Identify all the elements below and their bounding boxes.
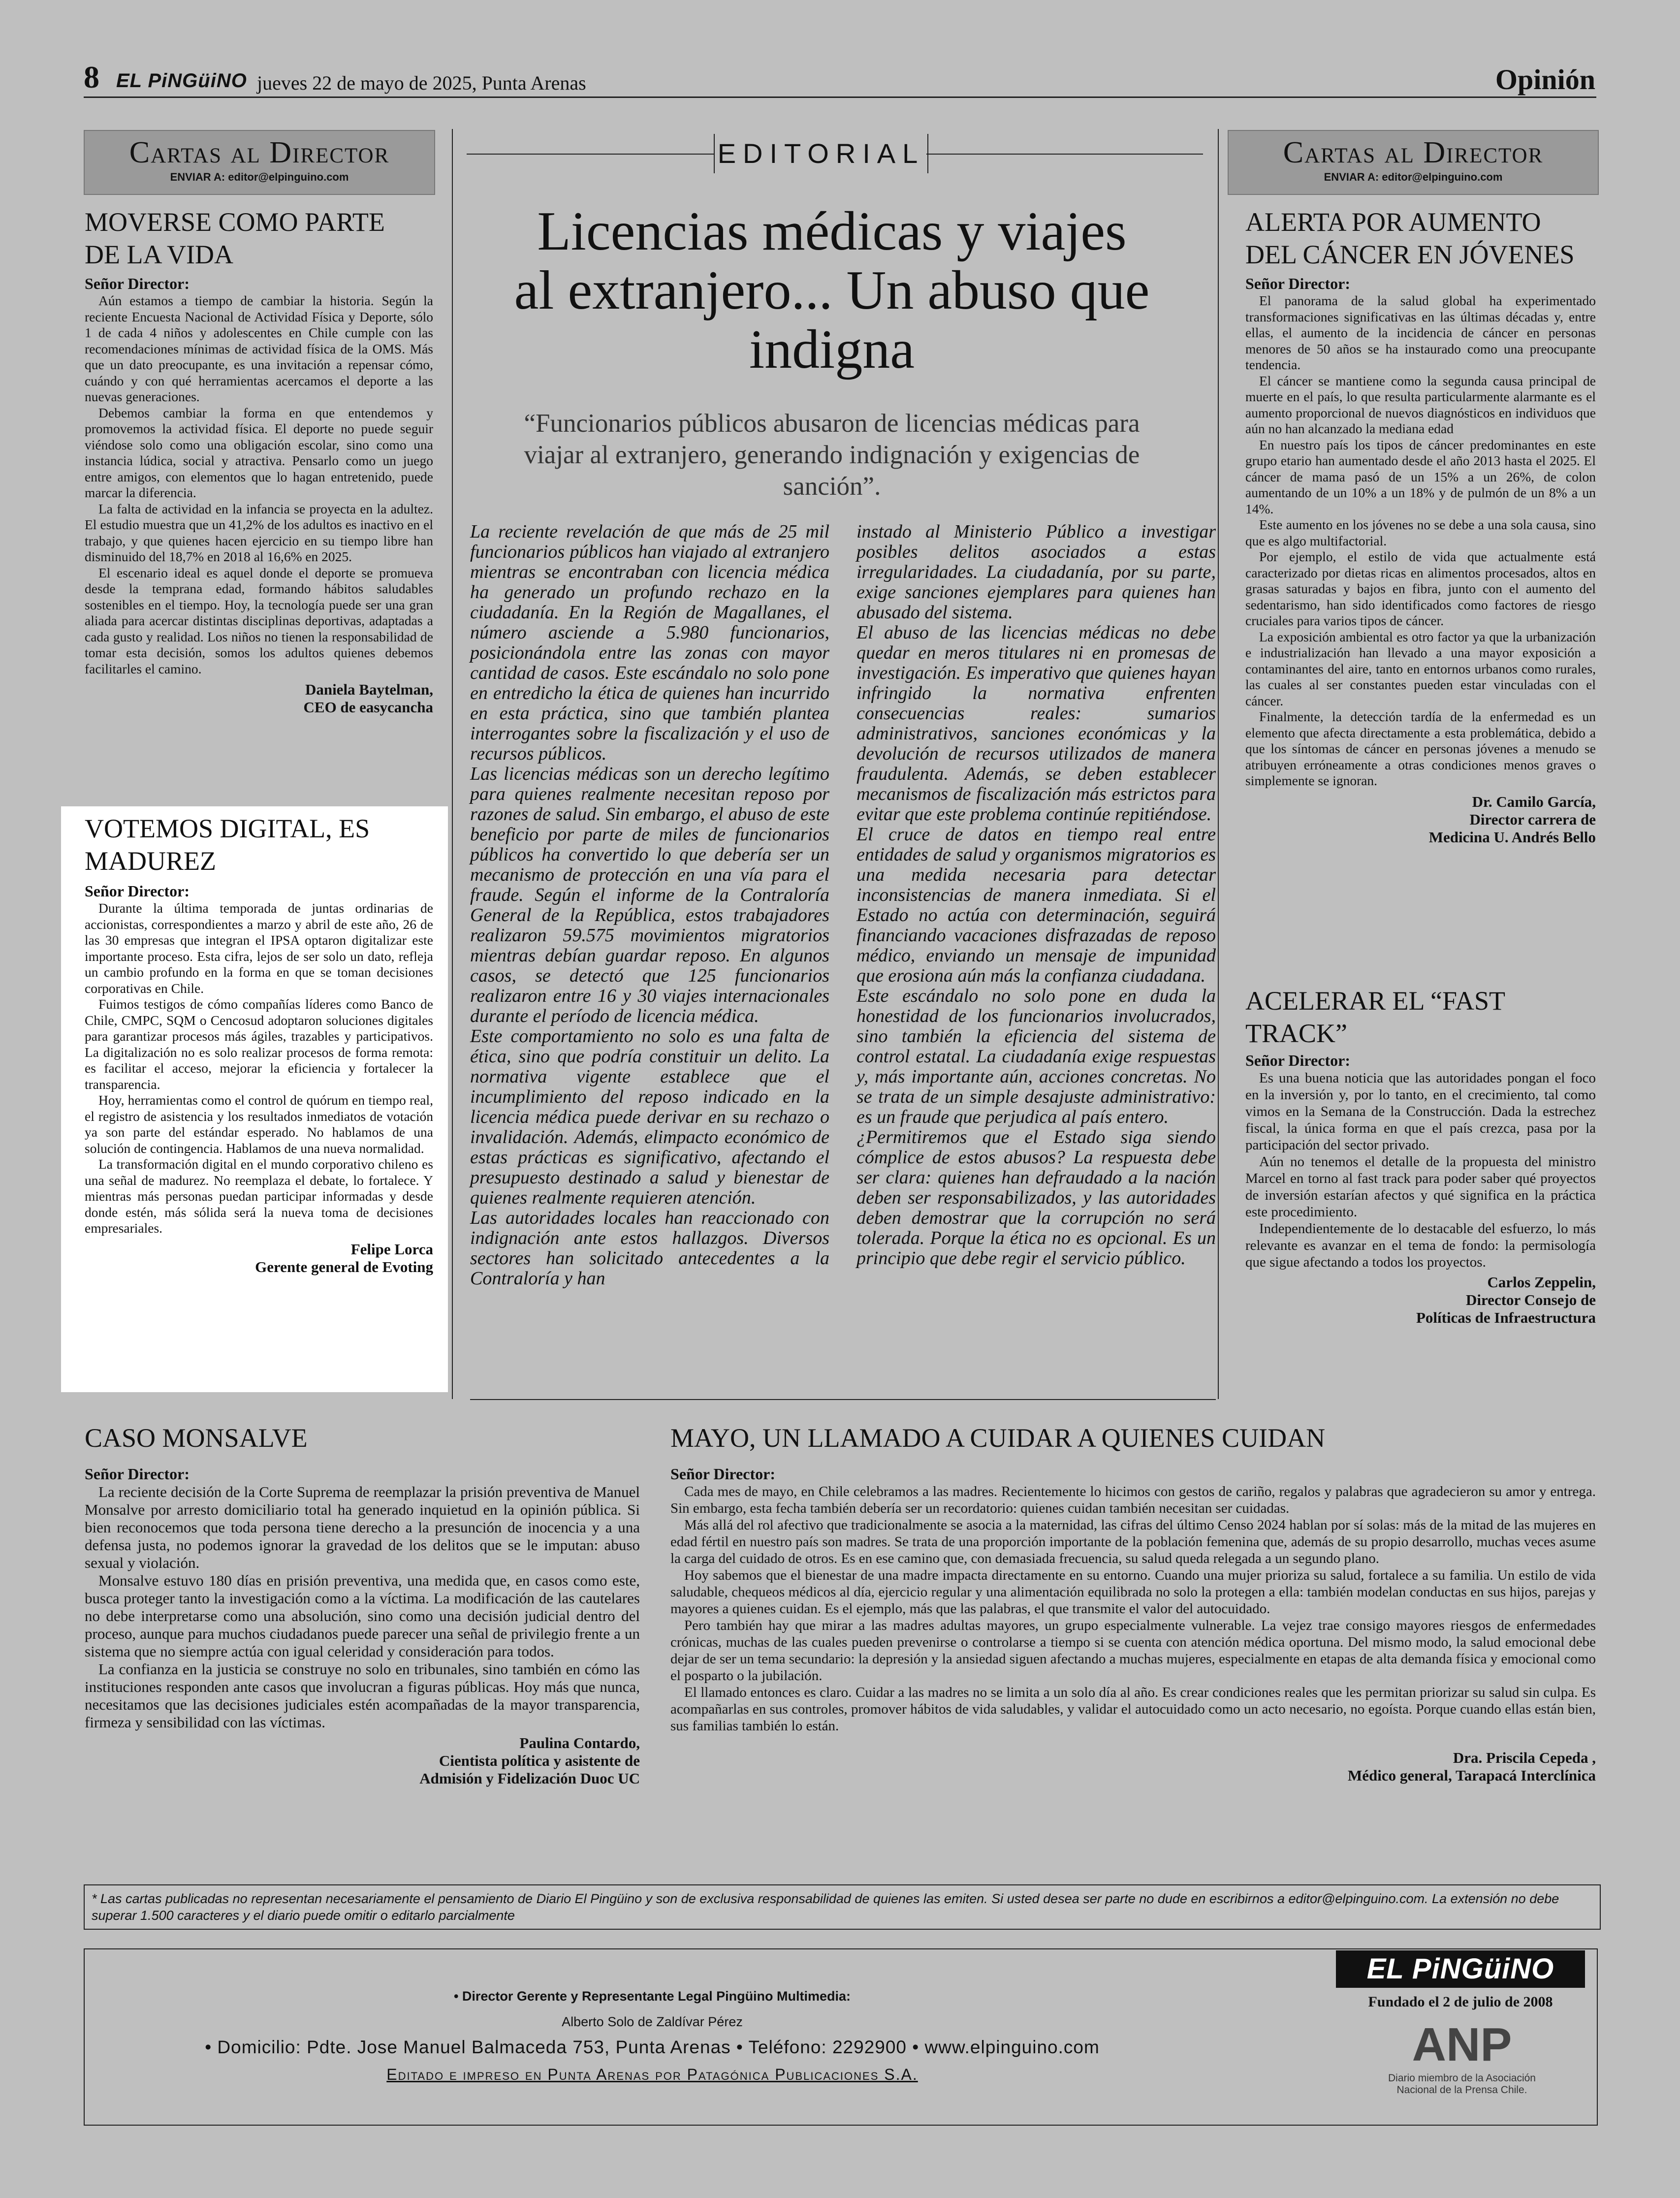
letter-body	[670, 1483, 1596, 1734]
letter-body	[85, 900, 433, 1237]
paragraph: La exposición ambiental es otro factor ya que la urbanización e industrialización han llevado a una mayor exposición a contaminantes del aire, tanto en entornos urbanos como rurales, las cuales al ser constantes pueden estar vinculadas con el cáncer.	[1245, 629, 1596, 708]
letter-salutation: Señor Director:	[1245, 1051, 1350, 1069]
paragraph: Pero también hay que mirar a las madres adultas mayores, un grupo especialmente vulnerable. La vejez trae consigo mayores riesgos de enfermedades crónicas, muchas de las cuales pueden prevenirse o controlarse a tiempo si se cuenta con atención médica oportuna. Del mismo modo, la salud emocional debe dejar de ser un tema secundario: la depresión y la ansiedad siguen afectando a muchas mujeres, especialmente en etapas de alta demanda física y emocional como el posparto o la jubilación.	[670, 1618, 1596, 1684]
paragraph: Este comportamiento no solo es una falta de ética, sino que podría constituir un delito. La normativa vigente establece que el incumplimiento del reposo indicado en la licencia médica puede derivar en su rechazo o invalidación. Además, elimpacto económico de estas prácticas es significativo, afectando el presupuesto destinado a salud y bienestar de quienes realmente requieren atención.	[470, 1026, 829, 1208]
paragraph: Independientemente de lo destacable del esfuerzo, lo más relevante es avanzar en el tema de fondo: la permisología que sigue afectando a todos los proyectos.	[1245, 1221, 1596, 1270]
paragraph: El escenario ideal es aquel donde el deporte se promueva desde la temprana edad, formando hábitos saludables sostenibles en el tiempo. Hoy, la tecnología puede ser una gran aliada para acercar distintas disciplinas deportivas, adaptadas a cada gusto y realidad. Los niños no tienen la responsabilidad de tomar esta decisión, somos los adultos quienes debemos facilitarles el camino.	[85, 565, 433, 676]
column-rule-right	[1218, 129, 1219, 1399]
letter-body	[85, 293, 433, 677]
section-title: Opinión	[1495, 64, 1595, 96]
paragraph: Durante la última temporada de juntas ordinarias de accionistas, correspondientes a marzo y abril de este año, 26 de las 30 empresas que integran el IPSA optaron digitalizar este importante proceso. Esta cifra, lejos de ser solo un dato, refleja un cambio profundo en la forma en que se toman decisiones corporativas en Chile.	[85, 900, 433, 996]
signature-role: Medicina U. Andrés Bello	[1428, 828, 1596, 846]
footer-founded: Fundado el 2 de julio de 2008	[1368, 1994, 1553, 2010]
letter-title: ALERTA POR AUMENTO DEL CÁNCER EN JÓVENES	[1245, 207, 1575, 269]
letter-alerta	[1245, 206, 1596, 846]
cartas-header-title: Cartas al Director	[129, 136, 390, 169]
signature-name: Felipe Lorca	[350, 1240, 433, 1258]
signature-role: CEO de easycancha	[303, 699, 433, 716]
paragraph: El panorama de la salud global ha experimentado transformaciones significativas en las últimas décadas y, entre ellas, el aumento de la incidencia de cáncer en personas menores de 50 años se ha instaurado como una preocupante tendencia.	[1245, 293, 1596, 372]
signature-role: Director carrera de	[1469, 810, 1596, 828]
signature-role: Gerente general de Evoting	[255, 1258, 433, 1275]
paragraph: Las licencias médicas son un derecho legítimo para quienes realmente necesitan reposo por razones de salud. Sin embargo, el abuso de este beneficio por parte de miles de funcionarios públicos ha convertido lo que debería ser un mecanismo de protección en una vía para el fraude. Según el informe de la Contraloría General de la República, estos trabajadores realizaron 59.575 movimientos migratorios mientras debían guardar reposo. En algunos casos, se detectó que 125 funcionarios realizaron entre 16 y 30 viajes internacionales durante el período de licencia médica.	[470, 764, 829, 1026]
editorial-rule-left	[467, 154, 714, 155]
paragraph: Hoy sabemos que el bienestar de una madre impacta directamente en su entorno. Cuando una mujer prioriza su salud, fortalece a su familia. Un estilo de vida saludable, chequeos médicos al día, ejercicio regular y una alimentación equilibrada no solo la protegen a ella: también modelan conductas en sus hijos, parejas y mayores a quienes cuidan. Es el ejemplo, más que las palabras, el que transmite el valor del autocuidado.	[670, 1567, 1596, 1617]
signature-name: Carlos Zeppelin,	[1487, 1274, 1596, 1291]
letter-body	[85, 1483, 640, 1731]
paragraph: En nuestro país los tipos de cáncer predominantes en este grupo etario han aumentado desde el año 2013 hasta el 2025. El cáncer de mama pasó de un 15% a un 26%, de colon aumentando de un 10% a un 18% y de pulmón de un 8% a un 14%.	[1245, 437, 1596, 516]
paragraph: Las autoridades locales han reaccionado con indignación ante estos hallazgos. Diversos sectores han solicitado antecedentes a la Contraloría y han	[470, 1208, 829, 1289]
paragraph: La reciente decisión de la Corte Suprema de reemplazar la prisión preventiva de Manuel Monsalve por arresto domiciliario total ha generado inquietud en la opinión pública. Si bien reconocemos que toda persona tiene derecho a la presunción de inocencia y a una defensa justa, no podemos ignorar la gravedad de los delitos que se le imputan: abuso sexual y violación.	[85, 1483, 640, 1571]
paragraph: La reciente revelación de que más de 25 mil funcionarios públicos han viajado al extranjero mientras se encontraban con licencia médica ha generado un profundo rechazo en la ciudadanía. En la Región de Magallanes, el número asciende a 5.980 funcionarios, posicionándola entre las zonas con mayor cantidad de casos. Este escándalo no solo pone en entredicho la ética de quienes han incurrido en esta práctica, sino que también plantea interrogantes sobre la fiscalización y el uso de recursos públicos.	[470, 521, 829, 764]
paragraph: La confianza en la justicia se construye no solo en tribunales, sino también en cómo las instituciones responden ante casos que involucran a figuras públicas. Hoy más que nunca, necesitamos que las decisiones judiciales estén acompañadas de la mayor transparencia, firmeza y sensibilidad con las víctimas.	[85, 1660, 640, 1731]
paragraph: Cada mes de mayo, en Chile celebramos a las madres. Recientemente lo hicimos con gestos de cariño, regalos y palabras que agradecieron su amor y entrega. Sin embargo, esta fecha también debería ser un recordatorio: quienes cuidan también necesitan ser cuidadas.	[670, 1484, 1596, 1516]
anp-text-line: Nacional de la Prensa Chile.	[1396, 2084, 1527, 2096]
disclaimer	[84, 1884, 1601, 1930]
footer-printed: Editado e impreso en Punta Arenas por Patagónica Publicaciones S.A.	[386, 2066, 918, 2083]
footer-logo-text: EL PiNGüiNO	[1366, 1953, 1554, 1985]
letter-moverse	[85, 206, 433, 716]
paragraph: Por ejemplo, el estilo de vida que actualmente está caracterizado por dietas ricas en alimentos procesados, altos en grasas saturadas y bajos en fibra, junto con el aumento del sedentarismo, han sido identificados como factores de riesgo cruciales para varios tipos de cáncer.	[1245, 549, 1596, 628]
paragraph: ¿Permitiremos que el Estado siga siendo cómplice de estos abusos? La respuesta debe ser clara: quienes han defraudado a la nación deben ser responsabilizados, y las autoridades deben demostrar que la corrupción no será tolerada. Porque la ética no es opcional. Es un principio que debe regir el servicio público.	[856, 1127, 1216, 1269]
paragraph: El cáncer se mantiene como la segunda causa principal de muerte en el país, lo que resulta particularmente alarmante es el aumento proporcional de nuevos diagnósticos en individuos que aún no han alcanzado la mediana edad	[1245, 373, 1596, 436]
paragraph: Debemos cambiar la forma en que entendemos y promovemos la actividad física. El deporte no puede seguir viéndose solo como una obligación escolar, sino como una instancia lúdica, social y atractiva. Pensarlo como un juego entre amigos, con elementos que lo hagan entretenido, puede marcar la diferencia.	[85, 405, 433, 500]
letter-body	[1245, 1070, 1596, 1271]
letter-votemos	[85, 812, 433, 1276]
page-number: 8	[84, 60, 99, 95]
signature-role: Director Consejo de	[1465, 1291, 1596, 1308]
editorial-column-2	[856, 522, 1216, 1269]
paragraph: Monsalve estuvo 180 días en prisión preventiva, una medida que, en casos como este, busca proteger tanto la investigación como a la víctima. La modificación de las cautelares no debe interpretarse como una absolución, sino como una decisión judicial dentro del proceso, aunque para muchos ciudadanos puede parecer una señal de privilegio frente a un sistema que no siempre actúa con igual celeridad y consideración para todos.	[85, 1572, 640, 1660]
paragraph: El llamado entonces es claro. Cuidar a las madres no se limita a un solo día al año. Es crear condiciones reales que les permitan priorizar su salud sin culpa. Es acompañarlas en sus controles, promover hábitos de vida saludables, y validar el autocuidado como un acto necesario, no egoísta. Porque cuando ellas están bien, sus familias también lo están.	[670, 1685, 1596, 1734]
cartas-header-title: Cartas al Director	[1283, 136, 1544, 169]
paragraph: Este aumento en los jóvenes no se debe a una sola causa, sino que es algo multifactorial.	[1245, 517, 1596, 548]
anp-text-line: Diario miembro de la Asociación	[1388, 2072, 1536, 2084]
signature-name: Dr. Camilo García,	[1472, 793, 1596, 810]
paragraph: Fuimos testigos de cómo compañías líderes como Banco de Chile, CMPC, SQM o Cencosud adoptaron soluciones digitales para garantizar procesos más ágiles, trazables y participativos. La digitalización no es solo realizar procesos de forma remota: es facilitar el acceso, mejorar la eficiencia y fortalecer la transparencia.	[85, 996, 433, 1092]
footer-address: • Domicilio: Pdte. Jose Manuel Balmaceda 753, Punta Arenas • Teléfono: 2292900 • www.elpinguino.com	[205, 2037, 1100, 2057]
disclaimer-text: * Las cartas publicadas no representan necesariamente el pensamiento de Diario El Pingüino y son de exclusiva responsabilidad de quienes las emiten. Si usted desea ser parte no dude en escribirnos a editor@elpinguino.com. La extensión no debe superar 1.500 caracteres y el diario puede omitir o editarlo parcialmente	[92, 1891, 1559, 1923]
letter-salutation: Señor Director:	[670, 1465, 775, 1483]
paragraph: Aún estamos a tiempo de cambiar la historia. Según la reciente Encuesta Nacional de Actividad Física y Deporte, sólo 1 de cada 4 niños y adolescentes en Chile cumple con las recomendaciones mínimas de actividad física de la OMS. Más que un dato preocupante, es una invitación a repensar cómo, cuándo y con qué herramientas acercamos el deporte a las nuevas generaciones.	[85, 293, 433, 404]
anp-text	[1359, 2072, 1565, 2096]
footer-director-name: Alberto Solo de Zaldívar Pérez	[562, 2014, 743, 2029]
letter-mayo	[670, 1422, 1596, 1784]
letter-salutation: Señor Director:	[85, 1465, 190, 1483]
cartas-header-right	[1228, 130, 1599, 195]
signature-name: Paulina Contardo,	[519, 1734, 640, 1752]
masthead-rule	[84, 96, 1596, 98]
letter-title: ACELERAR EL “FAST TRACK”	[1245, 986, 1505, 1048]
letter-monsalve	[85, 1422, 640, 1787]
letter-title: CASO MONSALVE	[85, 1423, 308, 1453]
paragraph: El abuso de las licencias médicas no debe quedar en meros titulares ni en promesas de investigación. Es imperativo que quienes hayan infringido la normativa enfrenten consecuencias reales: sumarios administrativos, sanciones económicas y la devolución de recursos utilizados de manera fraudulenta. Además, se deben establecer mecanismos de fiscalización más estrictos para evitar que este problema continúe repitiéndose.	[856, 622, 1216, 825]
cartas-header-email: ENVIAR A: editor@elpinguino.com	[170, 171, 349, 183]
signature-name: Dra. Priscila Cepeda ,	[1453, 1749, 1596, 1766]
editorial-bottom-rule	[470, 1399, 1216, 1400]
editorial-column-1	[470, 522, 829, 1289]
signature-role: Políticas de Infraestructura	[1416, 1309, 1596, 1326]
paragraph: Es una buena noticia que las autoridades pongan el foco en la inversión y, por lo tanto, en el crecimiento, tal como vimos en la Semana de la Construcción. Dada la estrechez fiscal, la única forma en que el país crezca, pasa por la participación del sector privado.	[1245, 1070, 1596, 1153]
signature-name: Daniela Baytelman,	[305, 681, 433, 698]
cartas-header-email: ENVIAR A: editor@elpinguino.com	[1324, 171, 1503, 183]
cartas-header-left	[84, 130, 435, 195]
letter-salutation: Señor Director:	[85, 275, 190, 292]
letter-title: VOTEMOS DIGITAL, ES MADUREZ	[85, 814, 370, 876]
letter-salutation: Señor Director:	[1245, 275, 1350, 292]
anp-logo-mark: ANP	[1412, 2018, 1512, 2068]
paragraph: La transformación digital en el mundo corporativo chileno es una señal de madurez. No reemplaza el debate, lo fortalece. Y mientras más personas puedan participar informadas y desde donde estén, más sólida será la nueva toma de decisiones empresariales.	[85, 1156, 433, 1236]
letter-salutation: Señor Director:	[85, 882, 190, 900]
signature-role: Cientista política y asistente de	[439, 1752, 640, 1769]
letter-title: MAYO, UN LLAMADO A CUIDAR A QUIENES CUIDAN	[670, 1423, 1326, 1453]
footer-director-label: • Director Gerente y Representante Legal Pingüino Multimedia:	[453, 1989, 851, 2004]
editorial-deck: “Funcionarios públicos abusaron de licencias médicas para viajar al extranjero, generando indignación y exigencias de sanción”.	[524, 409, 1140, 501]
signature-role: Médico general, Tarapacá Interclínica	[1348, 1767, 1596, 1784]
anp-logo	[1408, 2018, 1516, 2068]
editorial-rule-right	[926, 154, 1203, 155]
editorial-label: EDITORIAL	[714, 134, 928, 173]
paragraph: Aún no tenemos el detalle de la propuesta del ministro Marcel en torno al fast track para poder saber qué proyectos de inversión estarían afectos y qué significa en la práctica este procedimiento.	[1245, 1154, 1596, 1220]
letter-acelerar	[1245, 985, 1596, 1327]
paragraph: Más allá del rol afectivo que tradicionalmente se asocia a la maternidad, las cifras del último Censo 2024 hablan por sí solas: más de la mitad de las mujeres en edad fértil en nuestro país son madres. Se trata de una proporción importante de la población femenina que, además de su propio desarrollo, muchas veces asume la carga del cuidado de otros. Es en ese camino que, con demasiada frecuencia, su salud queda relegada a un segundo plano.	[670, 1517, 1596, 1566]
editorial-headline: Licencias médicas y viajes al extranjero... Un abuso que indigna	[514, 201, 1150, 380]
footer-logo	[1336, 1950, 1585, 1988]
dateline: jueves 22 de mayo de 2025, Punta Arenas	[257, 72, 586, 94]
paragraph: Este escándalo no solo pone en duda la honestidad de los funcionarios involucrados, sino también la eficiencia del sistema de control estatal. La ciudadanía exige respuestas y, más importante aún, acciones concretas. No se trata de un simple desajuste administrativo: es un fraude que perjudica al país entero.	[856, 986, 1216, 1127]
paragraph: Hoy, herramientas como el control de quórum en tiempo real, el registro de asistencia y los resultados inmediatos de votación ya son parte del estándar esperado. No hablamos de una solución de contingencia. Hablamos de una nueva normalidad.	[85, 1092, 433, 1156]
paragraph: Finalmente, la detección tardía de la enfermedad es un elemento que afecta directamente a esta problemática, debido a que los síntomas de cáncer en personas jóvenes a menudo se atribuyen erróneamente a otras condiciones menos graves o simplemente se ignoran.	[1245, 709, 1596, 788]
paragraph: La falta de actividad en la infancia se proyecta en la adultez. El estudio muestra que un 41,2% de los adultos es inactivo en el trabajo, y que quienes hacen ejercicio en su tiempo libre han disminuido del 18,7% en 2018 al 16,6% en 2025.	[85, 501, 433, 564]
signature-role: Admisión y Fidelización Duoc UC	[419, 1770, 640, 1787]
column-rule-left	[452, 129, 453, 1399]
letter-title: MOVERSE COMO PARTE DE LA VIDA	[85, 207, 385, 269]
letter-body	[1245, 293, 1596, 789]
brand-logo: EL PiNGüiNO	[116, 70, 247, 92]
paragraph: El cruce de datos en tiempo real entre entidades de salud y organismos migratorios es una medida necesaria para detectar inconsistencias de manera inmediata. Si el Estado no actúa con determinación, seguirá financiando vacaciones disfrazadas de reposo médico, enviando un mensaje de impunidad que erosiona aún más la confianza ciudadana.	[856, 824, 1216, 986]
anp-logo-icon	[1408, 2018, 1516, 2068]
paragraph: instado al Ministerio Público a investigar posibles delitos asociados a estas irregularidades. La ciudadanía, por su parte, exige sanciones ejemplares para quienes han abusado del sistema.	[856, 521, 1216, 623]
